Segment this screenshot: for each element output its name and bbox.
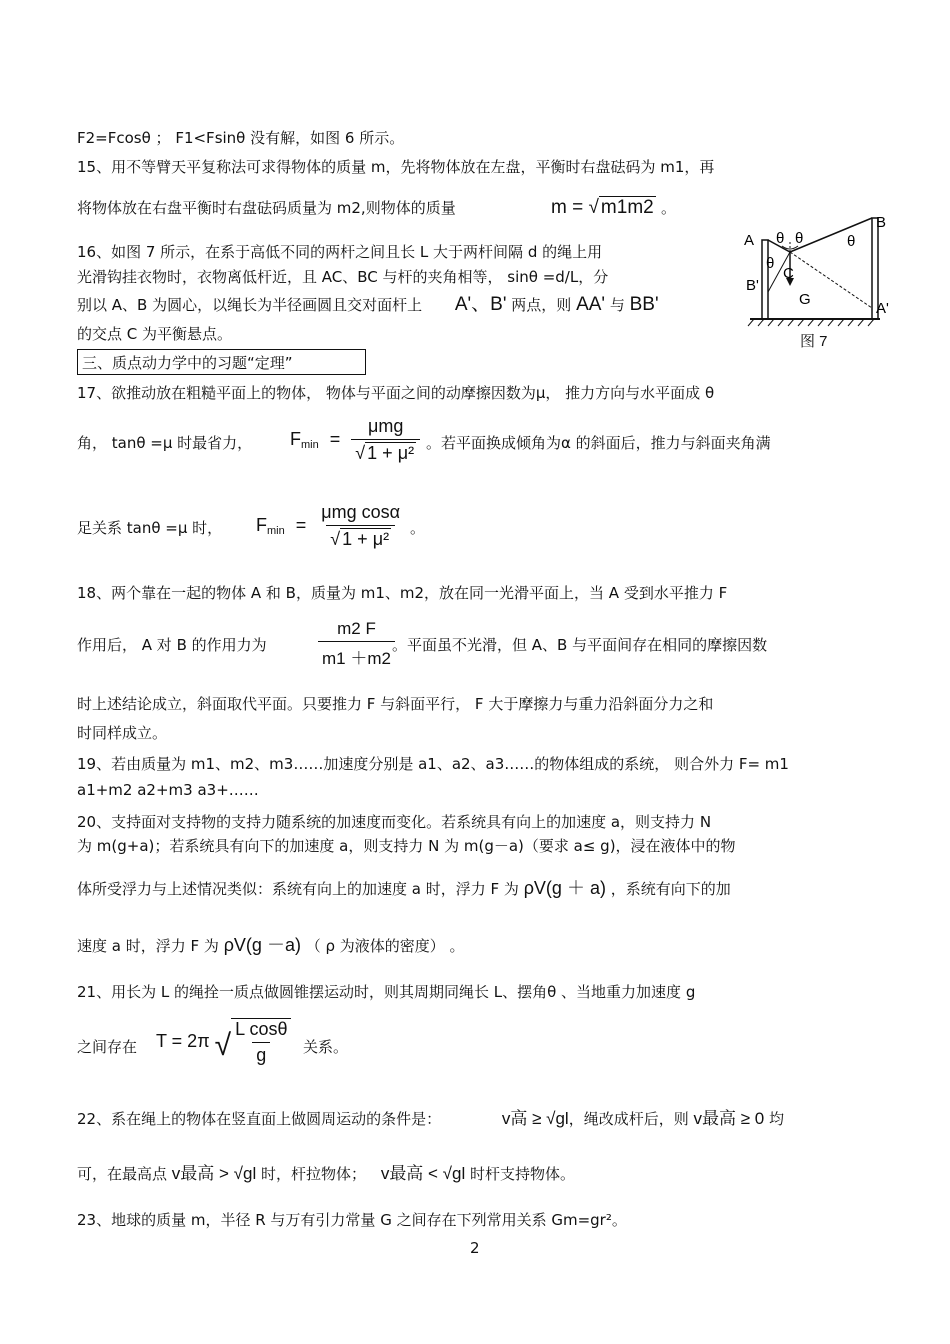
- text-line: 时同样成立。: [77, 724, 168, 742]
- label-A: A: [744, 232, 755, 249]
- text-line: 。: [410, 519, 426, 537]
- formula-force-ab: $\frac{m2 F}{m1 +m2}$: [318, 619, 395, 669]
- label-theta: θ: [776, 230, 785, 247]
- text-line: 之间存在: [77, 1038, 138, 1056]
- figure-caption: 图 7: [800, 333, 828, 350]
- text-line: a1+m2 a2+m3 a3+……: [77, 781, 259, 799]
- text-line: 关系。: [303, 1038, 349, 1056]
- text-line: 23、地球的质量 m，半径 R 与万有引力常量 G 之间存在下列常用关系 Gm=gr²。: [77, 1211, 627, 1229]
- formula-fmin-incline: $F_{min}$ = $\frac{\text{μmg cosα}}{\text{√ 1 + μ²}}$: [256, 502, 401, 549]
- text-line: 为 m(g+a)；若系统具有向下的加速度 a，则支持力 N 为 m(g－a)（要求 a≤ g)，浸在液体中的物: [77, 837, 736, 855]
- text-line: 速度 a 时，浮力 F 为 ρV(g －a) （ ρ 为液体的密度） 。: [77, 935, 465, 955]
- label-theta: θ: [766, 255, 775, 272]
- page-number: 2: [470, 1239, 480, 1257]
- text-line: 20、支持面对支持物的支持力随系统的加速度而变化。若系统具有向上的加速度 a，则支持力 N: [77, 813, 712, 831]
- text-line: 足关系 tanθ =μ 时，: [77, 519, 223, 537]
- text-line: 。平面虽不光滑，但 A、B 与平面间存在相同的摩擦因数: [392, 636, 768, 654]
- text-line: 别以 A、B 为圆心，以绳长为半径画圆且交对面杆上 A'、B' 两点，则 AA' 与 BB': [77, 294, 659, 315]
- text-line: 光滑钩挂衣物时，衣物离低杆近，且 AC、BC 与杆的夹角相等， sinθ =d/L，分: [77, 268, 609, 286]
- text-line: 22、系在绳上的物体在竖直面上做圆周运动的条件是： v高 ≥ √gl，绳改成杆后，则 v最高 ≥ 0 均: [77, 1109, 785, 1128]
- section-heading: 三、质点动力学中的习题“定理”: [77, 349, 366, 375]
- text-line: 体所受浮力与上述情况类似：系统有向上的加速度 a 时，浮力 F 为 ρV(g ＋ a) ，系统有向下的加: [77, 878, 731, 898]
- text-line: 18、两个靠在一起的物体 A 和 B，质量为 m1、m2，放在同一光滑平面上，当 A 受到水平推力 F: [77, 584, 728, 602]
- label-B-prime: B': [746, 277, 759, 294]
- label-G: G: [799, 291, 811, 308]
- text-line: 将物体放在右盘平衡时右盘砝码质量为 m2,则物体的质量: [77, 199, 456, 217]
- text-line: F2=Fcosθ ； F1<Fsinθ 没有解，如图 6 所示。: [77, 129, 405, 147]
- text-line: 可，在最高点 v最高 > √gl 时，杆拉物体； v最高 < √gl 时杆支持物体。: [77, 1164, 576, 1183]
- text-line: 作用后， A 对 B 的作用力为: [77, 636, 267, 654]
- label-theta: θ: [795, 230, 804, 247]
- formula-mass: m = √ m1m2 。: [551, 197, 677, 218]
- text-line: 角， tanθ =μ 时最省力，: [77, 434, 253, 452]
- text-line: 的交点 C 为平衡悬点。: [77, 325, 233, 343]
- text-line: 21、用长为 L 的绳拴一质点做圆锥摆运动时，则其周期同绳长 L、摆角θ 、当地重力加速度 g: [77, 983, 696, 1001]
- text-line: 。若平面换成倾角为α 的斜面后，推力与斜面夹角满: [426, 434, 771, 452]
- text-line: 17、欲推动放在粗糙平面上的物体， 物体与平面之间的动摩擦因数为μ， 推力方向与水平面成 θ: [77, 384, 715, 402]
- formula-period: T = 2π √ $\frac{\text{L cosθ}}{g}$: [156, 1018, 291, 1066]
- text-line: 19、若由质量为 m1、m2、m3……加速度分别是 a1、a2、a3……的物体组成的系统， 则合外力 F= m1: [77, 755, 789, 773]
- text-line: 时上述结论成立，斜面取代平面。只要推力 F 与斜面平行， F 大于摩擦力与重力沿斜面分力之和: [77, 695, 714, 713]
- text-line: 15、用不等臂天平复称法可求得物体的质量 m，先将物体放在左盘，平衡时右盘砝码为 m1，再: [77, 158, 715, 176]
- label-A-prime: A': [876, 300, 889, 317]
- label-B: B: [876, 214, 887, 231]
- formula-fmin-plane: $F_{min}$ = $\frac{\text{μmg}}{\text{√ 1 + μ²}}$: [290, 416, 420, 464]
- label-theta: θ: [847, 233, 856, 250]
- text-line: 16、如图 7 所示，在系于高低不同的两杆之间且长 L 大于两杆间隔 d 的绳上用: [77, 243, 603, 261]
- label-C: C: [783, 265, 794, 282]
